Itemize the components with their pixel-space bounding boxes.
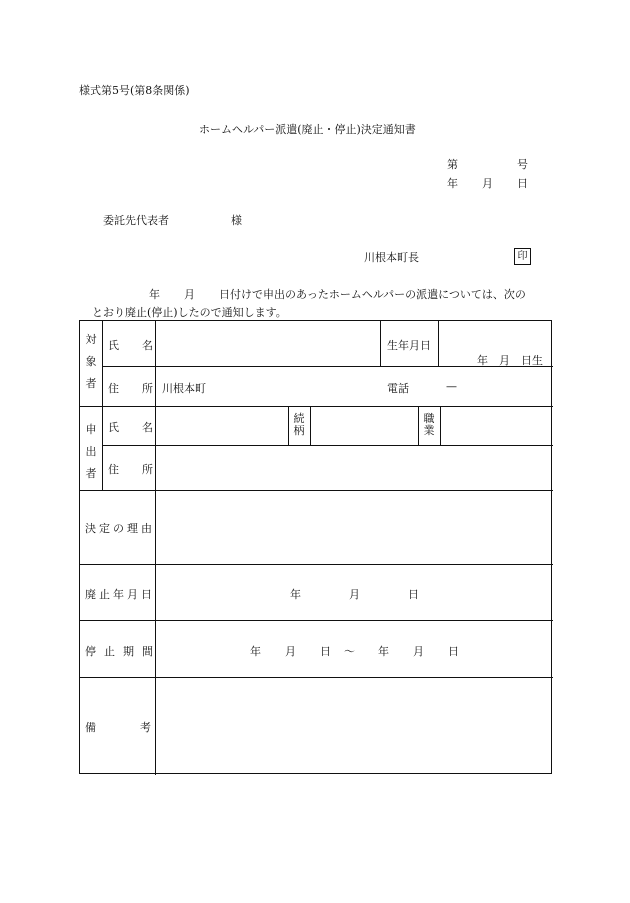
addressee-name: 委託先代表者 [103, 214, 169, 227]
intro-line1: 日付けで申出のあったホームヘルパーの派遣については、次の [219, 288, 526, 301]
subject-address-value: 川根本町 [162, 382, 206, 395]
suspend-tilde: ～ [344, 645, 355, 658]
subject-name-field[interactable] [156, 321, 380, 366]
phone-label: 電話 [387, 382, 409, 395]
doc-date-month: 月 [482, 177, 493, 190]
relation-label: 続 柄 [293, 412, 305, 437]
remarks-field[interactable] [156, 678, 553, 775]
remarks-label-2: 考 [140, 721, 151, 734]
addressee-honorific: 様 [231, 214, 242, 227]
doc-number-dai: 第 [447, 158, 458, 171]
applicant-name-label: 氏 名 [108, 421, 159, 434]
reason-label: 決定の理由 [85, 522, 155, 535]
applicant-address-label: 住 所 [108, 463, 159, 476]
birthdate-day: 日生 [521, 354, 543, 367]
seal-mark: 印 [514, 248, 531, 265]
birthdate-month: 月 [499, 354, 510, 367]
birthdate-year: 年 [477, 354, 488, 367]
abolish-date-label: 廃止年月日 [85, 588, 155, 601]
subject-address-label: 住 所 [108, 382, 159, 395]
birthdate-label: 生年月日 [387, 339, 431, 352]
reason-field[interactable] [156, 491, 553, 564]
notice-table [79, 320, 552, 774]
subject-name-label: 氏 名 [108, 339, 159, 352]
remarks-label-1: 備 [85, 721, 96, 734]
suspend-period-label: 停止期間 [85, 645, 161, 658]
suspend-year2: 年 [378, 645, 389, 658]
intro-month: 月 [184, 288, 195, 301]
doc-date-day: 日 [517, 177, 528, 190]
doc-date-year: 年 [447, 177, 458, 190]
suspend-month2: 月 [413, 645, 424, 658]
occupation-label: 職 業 [423, 412, 435, 437]
intro-line2: とおり廃止(停止)したので通知します。 [92, 306, 287, 319]
suspend-day2: 日 [448, 645, 459, 658]
subject-label: 対 象 者 [85, 333, 97, 390]
applicant-label: 申 出 者 [85, 423, 97, 480]
issuer-name: 川根本町長 [364, 251, 419, 264]
intro-year: 年 [149, 288, 160, 301]
abolish-month: 月 [349, 588, 360, 601]
suspend-month1: 月 [285, 645, 296, 658]
abolish-year: 年 [290, 588, 301, 601]
suspend-year1: 年 [250, 645, 261, 658]
document-title: ホームヘルパー派遣(廃止・停止)決定通知書 [199, 123, 416, 136]
phone-dash: — [446, 380, 457, 393]
suspend-day1: 日 [320, 645, 331, 658]
abolish-day: 日 [408, 588, 419, 601]
doc-number-go: 号 [517, 158, 528, 171]
form-number: 様式第5号(第8条関係) [79, 84, 190, 97]
